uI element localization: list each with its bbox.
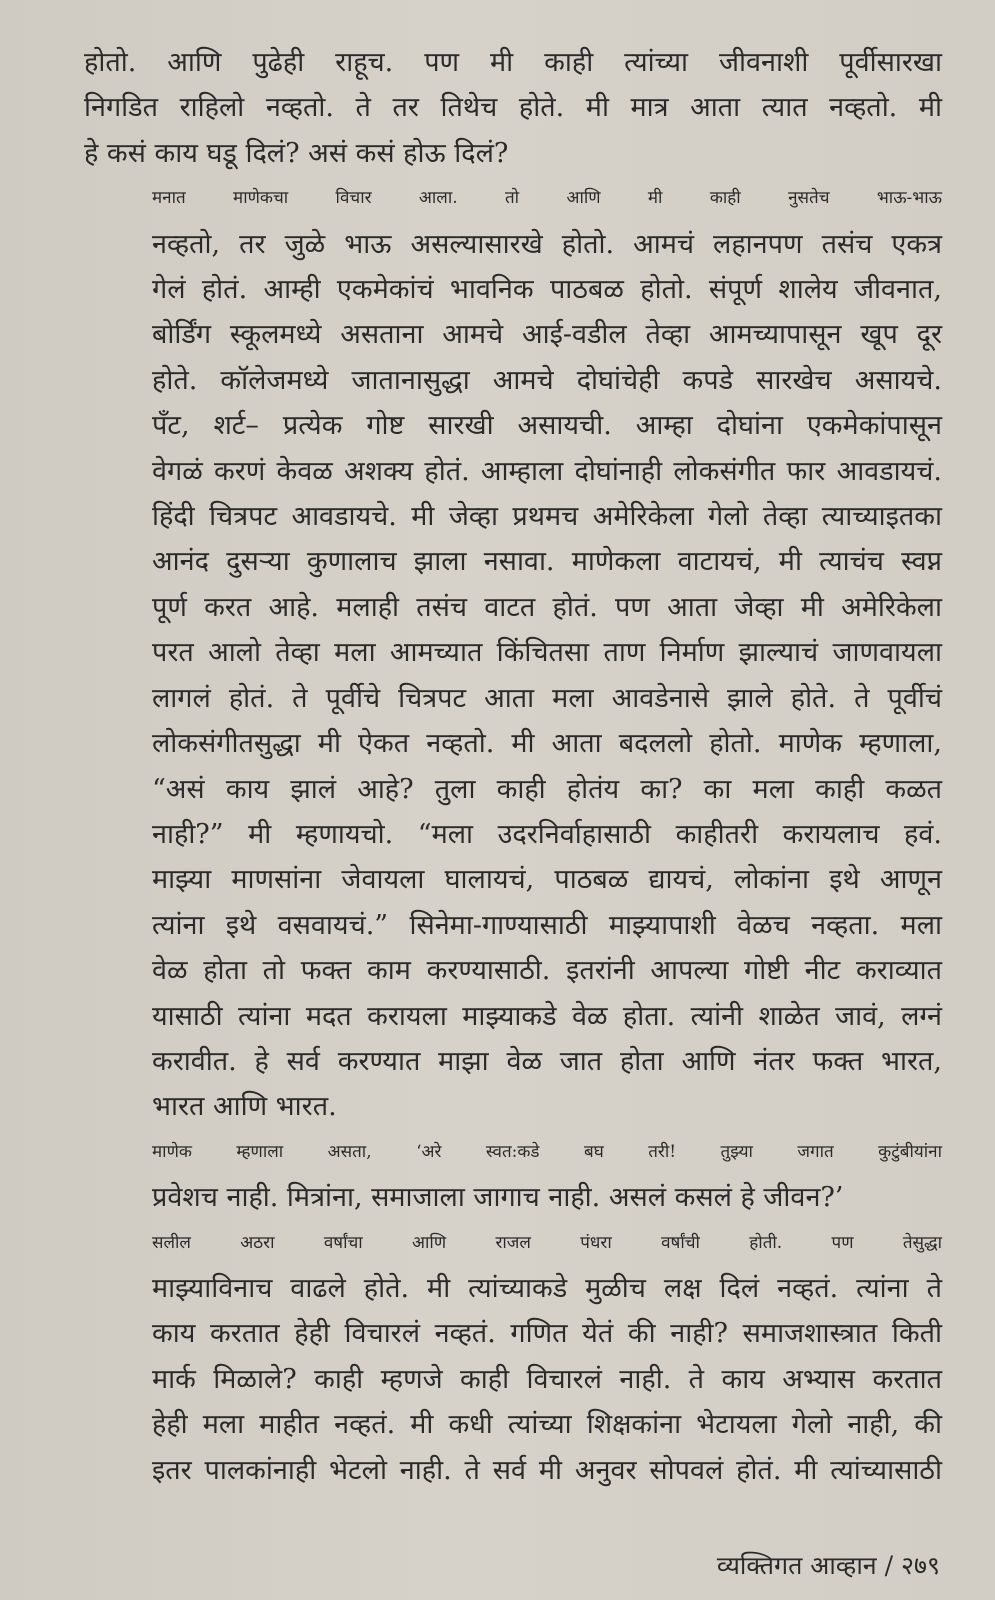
text-line: निगडित राहिलो नव्हतो. ते तर तिथेच होते. मी मात्र आता त्यात नव्हतो. मी: [84, 92, 942, 124]
text-line: हे कसं काय घडू दिलं? असं कसं होऊ दिलं?: [84, 137, 509, 169]
text-line: परत आलो तेव्हा मला आमच्यात किंचितसा ताण निर्माण झाल्याचं जाणवायला: [152, 637, 942, 669]
text-line: यासाठी त्यांना मदत करायला माझ्याकडे वेळ होता. त्यांनी शाळेत जावं, लग्नं: [152, 1000, 942, 1032]
text-line: भारत आणि भारत.: [152, 1091, 337, 1123]
text-line: मार्क मिळाले? काही म्हणजे काही विचारलं नाही. ते काय अभ्यास करतात: [152, 1363, 942, 1395]
text-line: सलील अठरा वर्षांचा आणि राजल पंधरा वर्षांची होती. पण तेसुद्धा: [152, 1232, 942, 1253]
text-line: “असं काय झालं आहे? तुला काही होतंय का? का मला काही कळत: [152, 773, 942, 805]
text-line: त्यांना इथे वसवायचं.” सिनेमा-गाण्यासाठी माझ्यापाशी वेळच नव्हता. मला: [152, 909, 942, 941]
body-text: [84, 40, 942, 1493]
text-line: वेगळं करणं केवळ अशक्य होतं. आम्हाला दोघांनाही लोकसंगीत फार आवडायचं.: [152, 455, 942, 487]
text-line: प्रवेशच नाही. मित्रांना, समाजाला जागाच नाही. असलं कसलं हे जीवन?’: [152, 1182, 844, 1214]
text-line: लागलं होतं. ते पूर्वीचे चित्रपट आता मला आवडेनासे झाले होते. ते पूर्वीचं: [152, 682, 942, 714]
text-line: नाही?” मी म्हणायचो. “मला उदरनिर्वाहासाठी काहीतरी करायलाच हवं.: [152, 818, 942, 850]
text-line: होतो. आणि पुढेही राहूच. पण मी काही त्यांच्या जीवनाशी पूर्वीसारखा: [84, 47, 942, 78]
text-line: पूर्ण करत आहे. मलाही तसंच वाटत होतं. पण आता जेव्हा मी अमेरिकेला: [152, 591, 942, 623]
text-line: मनात माणेकचा विचार आला. तो आणि मी काही नुसतेच भाऊ-भाऊ: [152, 188, 942, 209]
text-line: हेही मला माहीत नव्हतं. मी कधी त्यांच्या शिक्षकांना भेटायला गेलो नाही, की: [152, 1409, 942, 1441]
text-line: करावीत. हे सर्व करण्यात माझा वेळ जात होता आणि नंतर फक्त भारत,: [152, 1045, 942, 1077]
page-footer: व्यक्तिगत आव्हान / २७९: [716, 1551, 940, 1580]
text-line: होते. कॉलेजमध्ये जातानासुद्धा आमचे दोघांचेही कपडे सारखेच असायचे.: [152, 364, 942, 396]
text-line: माझ्या माणसांना जेवायला घालायचं, पाठबळ द्यायचं, लोकांना इथे आणून: [152, 864, 942, 896]
text-line: पॅंट, शर्ट– प्रत्येक गोष्ट सारखी असायची. आम्हा दोघांना एकमेकांपासून: [152, 410, 942, 442]
text-line: माणेक म्हणाला असता, ‘अरे स्वत:कडे बघ तरी! तुझ्या जगात कुटुंबीयांना: [152, 1141, 942, 1162]
text-line: हिंदी चित्रपट आवडायचे. मी जेव्हा प्रथमच अमेरिकेला गेलो तेव्हा त्याच्याइतका: [152, 501, 942, 533]
text-line: बोर्डिंग स्कूलमध्ये असताना आमचे आई-वडील तेव्हा आमच्यापासून खूप दूर: [152, 319, 942, 351]
text-line: वेळ होता तो फक्त काम करण्यासाठी. इतरांनी आपल्या गोष्टी नीट कराव्यात: [152, 955, 942, 987]
text-line: काय करतात हेही विचारलं नव्हतं. गणित येतं की नाही? समाजशास्त्रात किती: [152, 1318, 942, 1350]
paragraph-4: [84, 1221, 942, 1493]
text-line: गेलं होतं. आम्ही एकमेकांचं भावनिक पाठबळ होतो. संपूर्ण शालेय जीवनात,: [152, 274, 942, 306]
text-line: माझ्याविनाच वाढले होते. मी त्यांच्याकडे मुळीच लक्ष दिलं नव्हतं. त्यांना ते: [152, 1272, 942, 1304]
text-line: इतर पालकांनाही भेटलो नाही. ते सर्व मी अनुवर सोपवलं होतं. मी त्यांच्यासाठी: [152, 1454, 942, 1486]
paragraph-1: [84, 40, 942, 176]
text-line: लोकसंगीतसुद्धा मी ऐकत नव्हतो. मी आता बदललो होतो. माणेक म्हणाला,: [152, 728, 942, 760]
paragraph-2: [84, 176, 942, 1130]
text-line: आनंद दुसऱ्या कुणालाच झाला नसावा. माणेकला वाटायचं, मी त्याचंच स्वप्न: [152, 546, 942, 578]
paragraph-3: [84, 1130, 942, 1221]
text-line: नव्हतो, तर जुळे भाऊ असल्यासारखे होतो. आमचं लहानपण तसंच एकत्र: [152, 228, 942, 260]
